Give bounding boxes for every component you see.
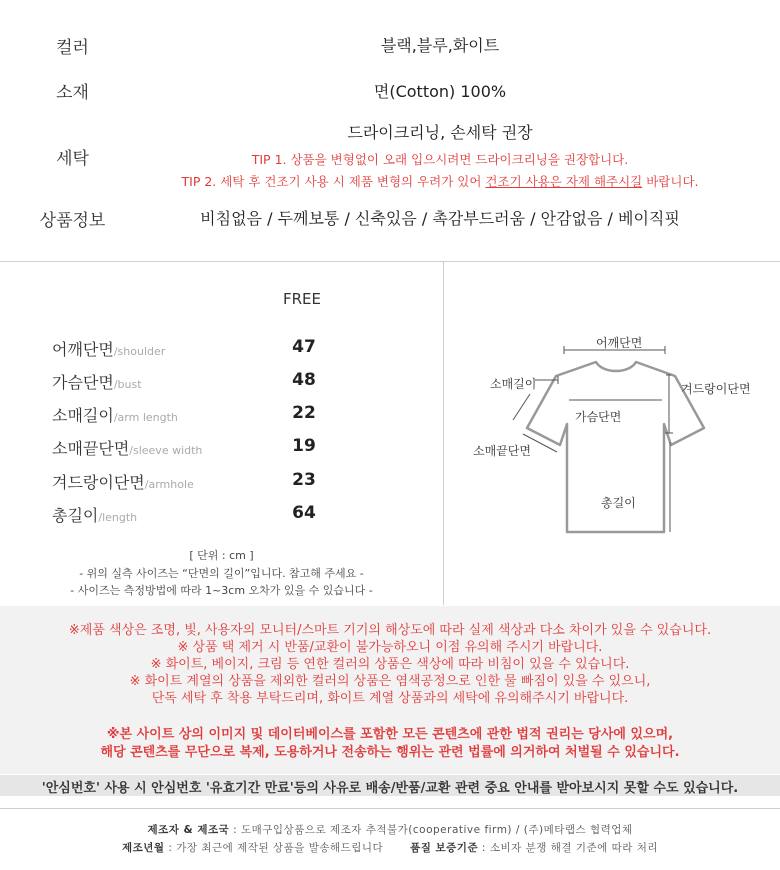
footer-warranty-value: 소비자 분쟁 해결 기준에 따라 처리 [489, 842, 659, 854]
size-header: FREE [282, 290, 321, 308]
size-name [52, 470, 194, 493]
wash-tip-2 [145, 172, 735, 190]
size-note-2: - 사이즈는 측정방법에 따라 1~3cm 오차가 있을 수 있습니다 - [70, 584, 373, 597]
diagram-length-label: 총길이 [601, 496, 636, 510]
wash-value: 드라이크리닝, 손세탁 권장 [347, 123, 533, 142]
size-value: 64 [292, 503, 316, 523]
detail-value: 비침없음 / 두께보통 / 신축있음 / 촉감부드러움 / 안감없음 / 베이직핏 [200, 209, 680, 228]
size-name-en: /armhole [144, 478, 194, 491]
size-name-en: /sleeve width [129, 444, 203, 457]
size-diagram [443, 262, 780, 605]
wash-tip-2-underline: 건조기 사용은 자제 해주시길 [485, 174, 643, 189]
diagram-shoulder-label: 어깨단면 [596, 336, 643, 350]
size-row [52, 370, 372, 394]
size-name [52, 370, 142, 393]
size-note-1: - 위의 실측 사이즈는 “단면의 길이”입니다. 참고해 주세요 - [79, 567, 364, 580]
size-name-en: /length [98, 511, 138, 524]
size-value: 19 [292, 436, 316, 456]
color-label: 컬러 [56, 38, 89, 58]
size-name [52, 436, 202, 459]
color-value: 블랙,블루,화이트 [380, 36, 500, 55]
footer-date-label: 제조년월 [121, 842, 165, 854]
size-value: 23 [292, 470, 316, 490]
notice-line: ※ 화이트 계열의 상품을 제외한 컬러의 상품은 염색공정으로 인한 물 빠짐이 있을 수 있으니, [129, 674, 651, 689]
size-name [52, 337, 165, 360]
material-label: 소재 [56, 83, 89, 103]
size-name [52, 503, 137, 526]
notice-line: ※ 상품 택 제거 시 반품/교환이 불가능하오니 이점 유의해 주시기 바랍니다. [177, 640, 603, 655]
wash-label: 세탁 [56, 149, 89, 169]
footer-maker-label: 제조자 & 제조국 [147, 824, 230, 836]
size-name [52, 403, 178, 426]
size-name-en: /shoulder [113, 345, 166, 358]
size-name-ko: 소매끝단면 [52, 439, 130, 458]
size-row [52, 337, 372, 361]
footer-date-warranty: 제조년월 : 가장 최근에 제작된 상품을 발송해드립니다 품질 보증기준 : 소비자 분쟁 해결 기준에 따라 처리 [121, 842, 659, 854]
size-row [52, 403, 372, 427]
size-name-ko: 총길이 [52, 506, 99, 525]
copyright-warning: 해당 콘텐츠를 무단으로 복제, 도용하거나 전송하는 행위는 관련 법률에 의거하여 처벌될 수 있습니다. [100, 745, 680, 760]
size-value: 47 [292, 337, 316, 357]
footer-warranty-label: 품질 보증기준 [410, 842, 479, 854]
size-name-en: /bust [113, 378, 142, 391]
diagram-sleeve-width-label: 소매끝단면 [473, 444, 531, 458]
tshirt-outline-icon [443, 262, 780, 605]
notice-line: ※ 화이트, 베이지, 크림 등 연한 컬러의 상품은 색상에 따라 비침이 있을 수 있습니다. [150, 657, 630, 672]
size-name-ko: 겨드랑이단면 [52, 473, 145, 492]
size-value: 22 [292, 403, 316, 423]
footer-maker-value: 도매구입상품으로 제조자 추적불가(cooperative firm) / (주)메타랩스 협력업체 [240, 824, 633, 836]
size-name-ko: 어깨단면 [52, 340, 114, 359]
diagram-armhole-label: 겨드랑이단면 [681, 382, 751, 396]
diagram-bust-label: 가슴단면 [575, 410, 622, 424]
size-name-ko: 소매길이 [52, 406, 114, 425]
notice-line: 단독 세탁 후 착용 부탁드리며, 화이트 계열 상품과의 세탁에 유의해주시기 바랍니다. [151, 691, 629, 706]
diagram-sleeve-length-label: 소매길이 [490, 377, 537, 391]
material-value: 면(Cotton) 100% [373, 82, 507, 101]
size-value: 48 [292, 370, 316, 390]
wash-tip-1: TIP 1. 상품을 변형없이 오래 입으시려면 드라이크리닝을 권장합니다. [251, 152, 629, 167]
size-row [52, 503, 372, 527]
wash-tip-2-prefix: TIP 2. 세탁 후 건조기 사용 시 제품 변형의 우려가 있어 [181, 174, 486, 189]
footer-divider [0, 808, 780, 809]
notice-line: ※제품 색상은 조명, 빛, 사용자의 모니터/스마트 기기의 해상도에 따라 실제 색상과 다소 차이가 있을 수 있습니다. [68, 623, 712, 638]
safe-number-notice: '안심번호' 사용 시 안심번호 '유효기간 만료'등의 사유로 배송/반품/교환 관련 중요 안내를 받아보시지 못할 수도 있습니다. [41, 781, 739, 796]
detail-label: 상품정보 [39, 211, 106, 231]
copyright-warning: ※본 사이트 상의 이미지 및 데이터베이스를 포함한 모든 콘텐츠에 관한 법적 권리는 당사에 있으며, [106, 727, 674, 742]
wash-tip-2-suffix: 바랍니다. [642, 174, 699, 189]
footer-date-value: 가장 최근에 제작된 상품을 발송해드립니다 [176, 842, 384, 854]
footer-maker: 제조자 & 제조국 : 도매구입상품으로 제조자 추적불가(cooperative firm) / (주)메타랩스 협력업체 [147, 824, 633, 836]
size-row [52, 436, 372, 460]
size-name-ko: 가슴단면 [52, 373, 114, 392]
unit-note: [ 단위 : cm ] [189, 549, 254, 562]
size-row [52, 470, 372, 494]
size-name-en: /arm length [113, 411, 178, 424]
